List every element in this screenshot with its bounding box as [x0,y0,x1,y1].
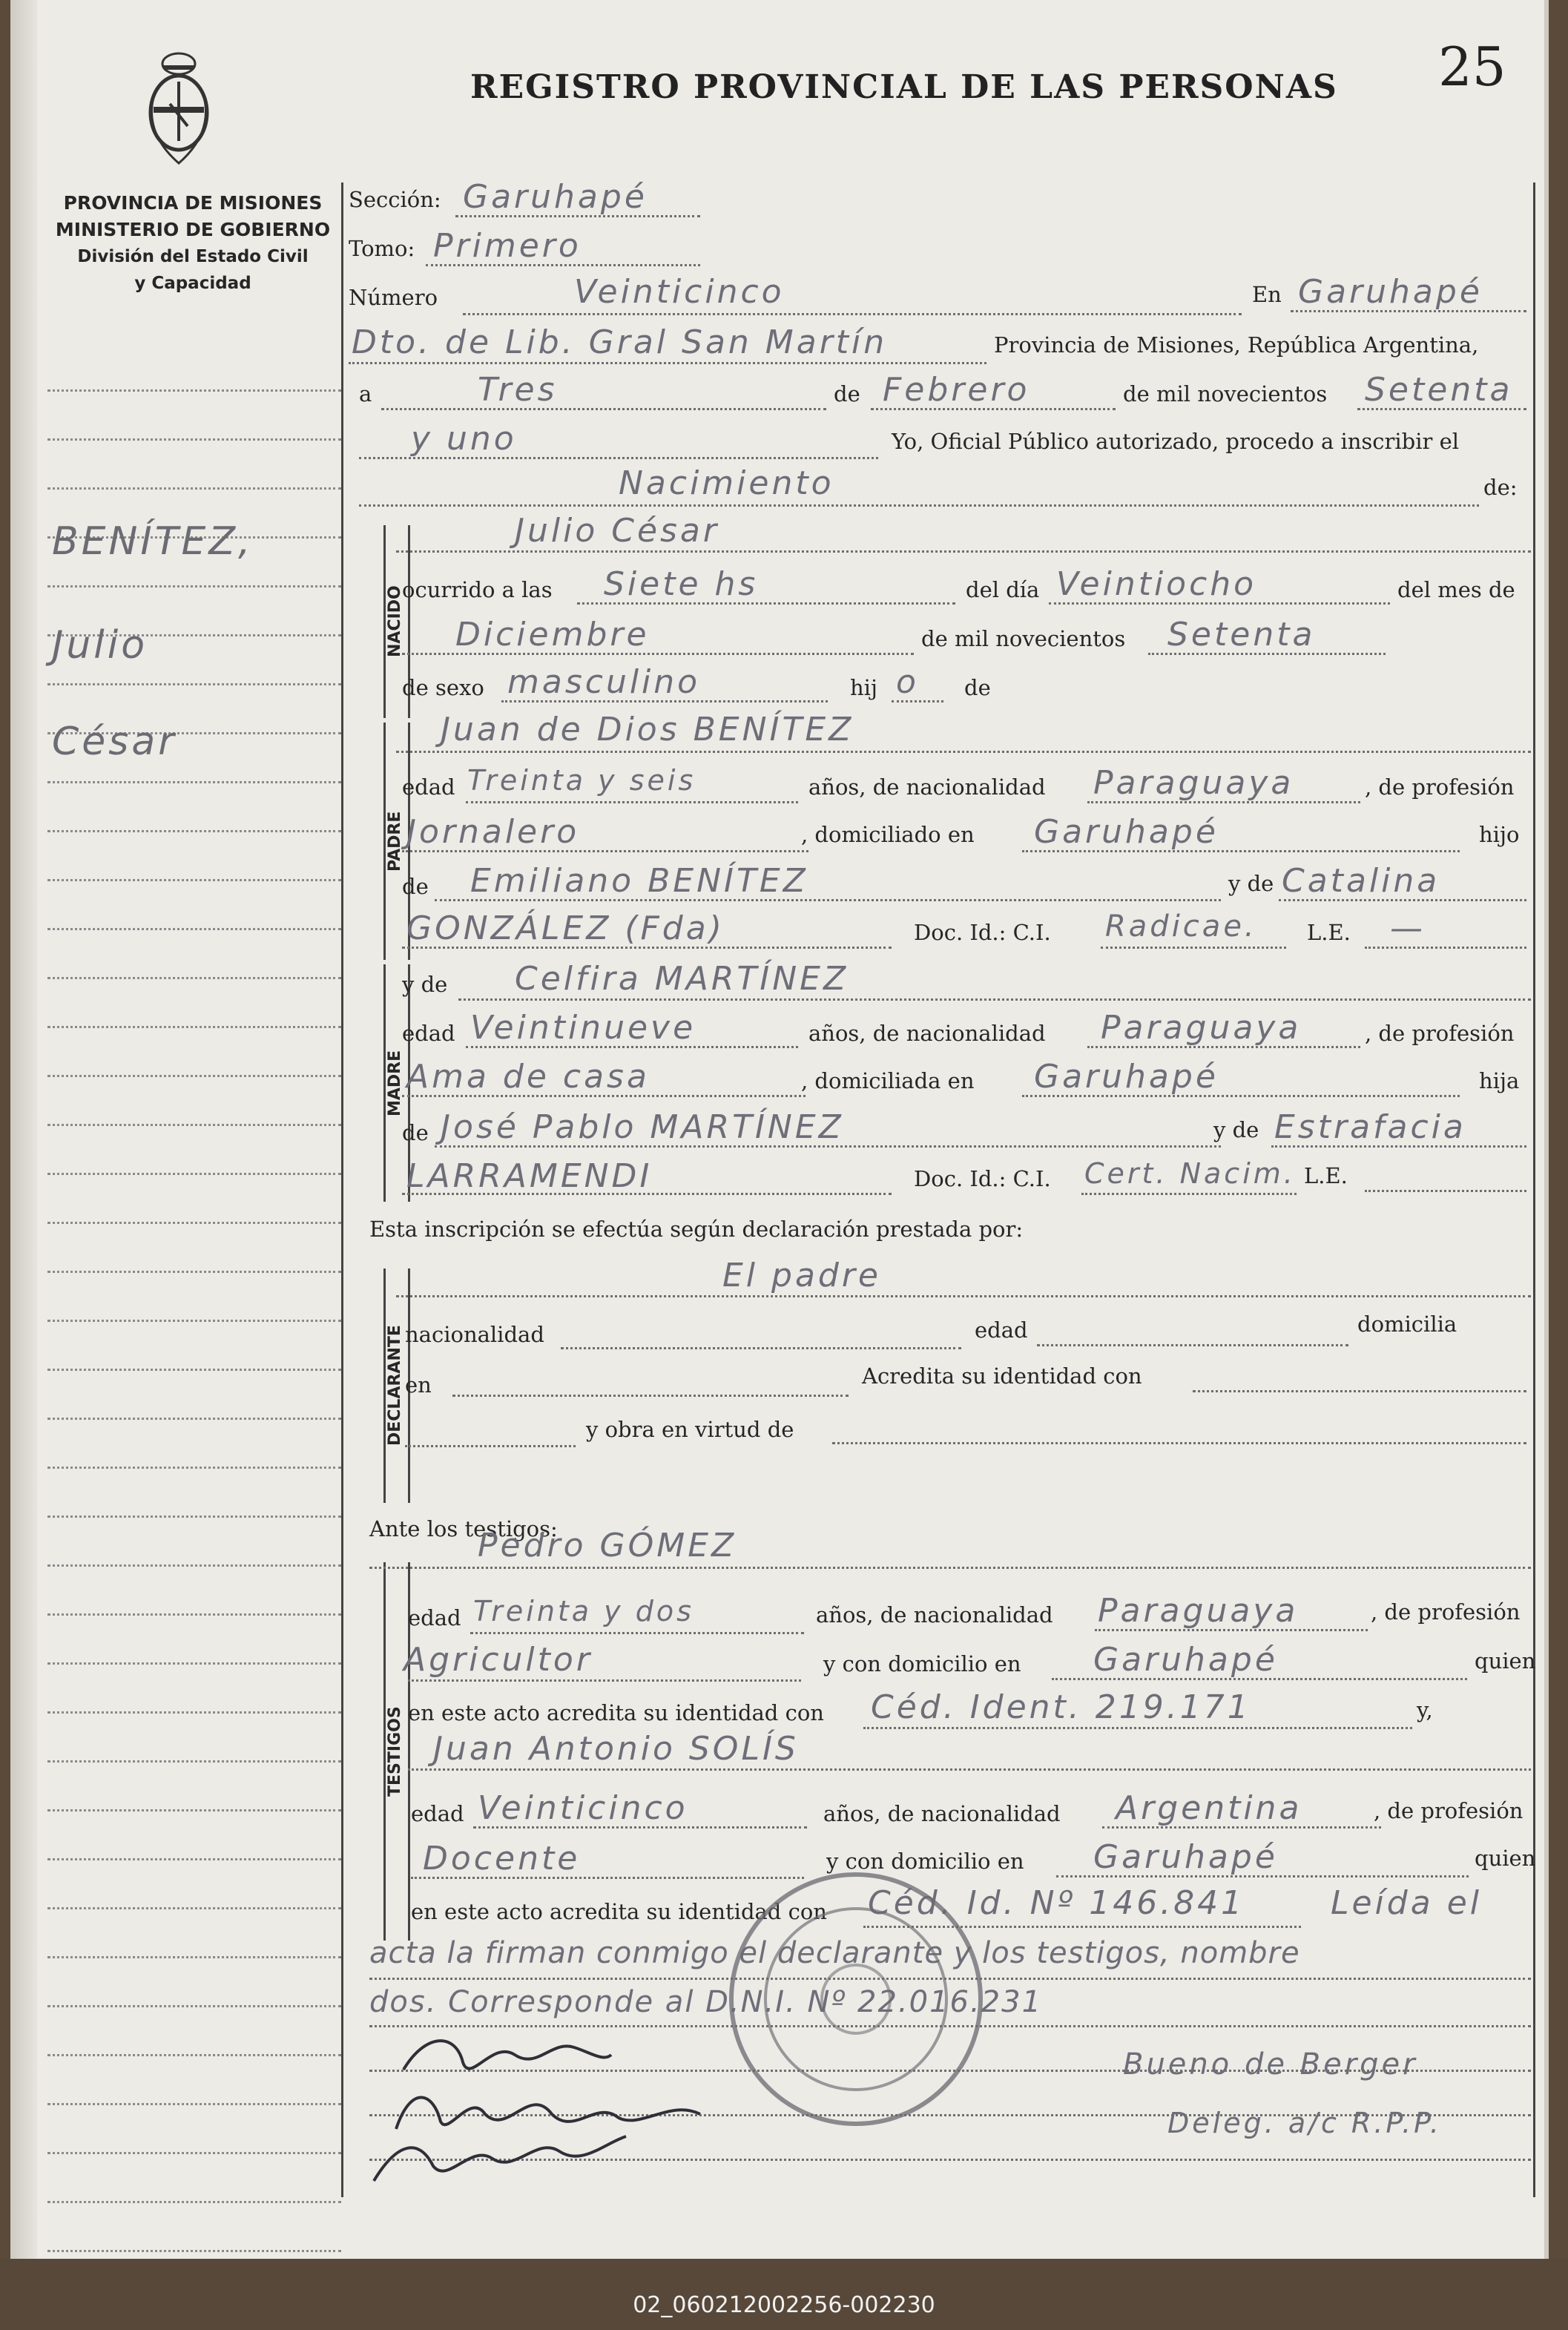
acredita-label: Acredita su identidad con [862,1363,1142,1389]
madre-le-label: L.E. [1304,1163,1348,1188]
del-mes-label: del mes de [1397,577,1515,602]
dia-value: Tres [478,371,558,409]
madre-ci-line [1081,1193,1297,1195]
t1-doc-value: Céd. Ident. 219.171 [871,1688,1251,1726]
padre-prof-label: , de profesión [1365,774,1515,800]
madre-prof-label: , de profesión [1365,1021,1515,1046]
t1-dom-value: Garuhapé [1093,1641,1278,1679]
official-stamp-icon [722,1866,989,2133]
dto-value: Dto. de Lib. Gral San Martín [352,323,888,361]
edad-decl-line [1037,1344,1348,1346]
hij-label: hij [850,675,877,700]
t2-quien-label: quien [1475,1846,1536,1871]
sexo-value: masculino [507,663,701,701]
t2-domicilio-label: y con domicilio en [826,1849,1024,1874]
dto-line [349,362,986,364]
en-decl-line [452,1395,849,1397]
ministry-name: MINISTERIO DE GOBIERNO [55,219,331,240]
t1-doc-line [863,1727,1412,1729]
mes-nac-value: Diciembre [455,616,650,654]
madre-nac-label: años, de nacionalidad [808,1021,1046,1046]
madre-madre1-value: Estrafacia [1274,1108,1466,1146]
oficial-signature: Bueno de Berger [1123,2047,1418,2081]
de-hijo-label: de [964,675,991,700]
testigo1-value: Pedro GÓMEZ [478,1527,737,1564]
madre-doc-label: Doc. Id.: C.I. [914,1166,1051,1191]
division-line-2: y Capacidad [134,274,251,293]
binding-spine [10,0,37,2259]
domiciliado-label: , domiciliado en [801,822,975,847]
tomo-label: Tomo: [349,236,415,261]
padre-de-label: de [402,874,429,899]
padre-le-value: — [1390,909,1426,947]
t2-prof-label: , de profesión [1374,1798,1523,1823]
oficial-cargo: Deleg. a/c R.P.P. [1167,2107,1442,2139]
hijo-label: hijo [1479,822,1520,847]
ministry-header [37,190,349,297]
t2-doc-value: Céd. Id. Nº 146.841 [868,1884,1245,1922]
padre-title: PADRE [386,811,404,872]
padre-madre2-value: GONZÁLEZ (Fda) [406,909,725,947]
madre-edad-label: edad [402,1021,455,1046]
t1-edad-line [470,1632,804,1634]
seccion-label: Sección: [349,187,441,212]
padre-nombre-value: Juan de Dios BENÍTEZ [441,711,854,748]
t2-dom-value: Garuhapé [1093,1838,1278,1876]
t1-domicilio-label: y con domicilio en [823,1651,1021,1676]
signature-testigo2-icon [366,2122,633,2188]
testigo2-value: Juan Antonio SOLÍS [433,1730,799,1768]
nombre-value: Julio César [515,512,719,550]
padre-nombre-line [396,751,1531,753]
padre-edad-label: edad [402,774,455,800]
madre-ci-value: Cert. Nacim. [1084,1157,1296,1190]
t1-prof-value: Agricultor [403,1641,593,1679]
margin-surname: BENÍTEZ, [52,519,254,564]
testigo2-line [408,1768,1531,1771]
dia-nac-value: Veintiocho [1056,565,1257,603]
padre-le-line [1365,947,1526,949]
mil-nov-label: de mil novecientos [921,626,1126,651]
closing-text-2: dos. Corresponde al D.N.I. Nº 22.016.231 [369,1985,1043,2019]
madre-edad-value: Veintinueve [470,1009,696,1047]
testigos-title: TESTIGOS [386,1706,404,1797]
nacido-title: NACIDO [386,585,404,658]
sexo-label: de sexo [402,675,484,700]
padre-edad-value: Treinta y seis [467,764,696,797]
a-label: a [359,381,372,407]
t1-acredita-label: en este acto acredita su identidad con [408,1700,824,1725]
madre-madre2-value: LARRAMENDI [406,1157,653,1195]
division-line-1: División del Estado Civil [77,247,309,266]
ante-label: Ante los testigos: [369,1516,558,1541]
padre-nac-label: años, de nacionalidad [808,774,1046,800]
anio-nac-value: Setenta [1167,616,1316,654]
t2-nac-value: Argentina [1116,1789,1302,1827]
document-page [10,0,1549,2259]
madre-nombre-line [458,998,1531,1001]
t2-edad-value: Veinticinco [478,1789,688,1827]
tomo-value: Primero [433,227,582,265]
padre-y-de-label: y de [1228,871,1274,896]
numero-value: Veinticinco [574,273,785,311]
en-decl-label: en [405,1372,432,1398]
t1-nac-value: Paraguaya [1098,1592,1299,1630]
numero-label: Número [349,285,438,310]
hij-suffix-value: o [896,663,919,701]
nacionalidad-line [561,1347,961,1349]
madre-y-de-label: y de [402,972,448,997]
page-number: 25 [1438,36,1506,98]
del-dia-label: del día [966,577,1040,602]
numero-line [463,313,1242,315]
obra-label: y obra en virtud de [586,1417,794,1442]
declarante-title: DECLARANTE [386,1325,404,1447]
en-value: Garuhapé [1298,273,1483,311]
margin-second-name: César [52,720,177,764]
acredita-line [1193,1390,1526,1392]
image-id-label: 02_060212002256-002230 [633,2292,935,2318]
padre-padre-value: Emiliano BENÍTEZ [470,862,808,900]
madre-padre-value: José Pablo MARTÍNEZ [441,1108,844,1146]
t1-y-label: y, [1417,1697,1433,1722]
madre-madre-y-de-label: y de [1213,1117,1259,1142]
t1-prof-label: , de profesión [1371,1599,1521,1625]
t2-nac-label: años, de nacionalidad [823,1801,1061,1826]
padre-edad-line [466,801,798,803]
madre-nombre-value: Celfira MARTÍNEZ [515,960,849,998]
edad-decl-label: edad [975,1317,1028,1343]
acto-line [359,504,1479,507]
padre-dom-value: Garuhapé [1034,813,1219,851]
hora-value: Siete hs [604,565,759,603]
de-colon-label: de: [1483,475,1518,500]
madre-le-line [1365,1190,1526,1192]
mes-value: Febrero [883,371,1030,409]
t1-quien-label: quien [1475,1648,1536,1674]
padre-ci-line [1101,947,1286,949]
obra-pre-line [405,1445,576,1447]
dia-line [381,408,826,410]
t1-nac-label: años, de nacionalidad [816,1602,1053,1628]
de-mil-label: de mil novecientos [1123,381,1328,407]
margin-first-name: Julio [52,623,148,668]
t2-edad-label: edad [411,1801,464,1826]
inscripcion-label: Esta inscripción se efectúa según declaración prestada por: [369,1217,1024,1242]
de-label: de [834,381,860,407]
padre-doc-label: Doc. Id.: C.I. [914,920,1051,945]
yo-label: Yo, Oficial Público autorizado, procedo a inscribir el [892,429,1460,454]
anio-value: Setenta [1365,371,1513,409]
padre-madre1-value: Catalina [1282,862,1440,900]
padre-le-label: L.E. [1307,920,1351,945]
padre-ci-value: Radicae. [1105,909,1257,944]
argentina-coat-of-arms-icon [140,52,217,171]
t2-acredita-label: en este acto acredita su identidad con [411,1899,827,1924]
t1-edad-label: edad [408,1605,461,1630]
anio2-value: y uno [411,420,517,458]
acto-value: Nacimiento [619,464,834,502]
t1-prof-line [408,1679,801,1682]
obra-line [832,1442,1526,1444]
testigo1-line [369,1567,1531,1569]
madre-title: MADRE [386,1050,404,1116]
madre-de-label: de [402,1120,429,1145]
nombre-line [396,550,1531,553]
page-title: REGISTRO PROVINCIAL DE LAS PERSONAS [470,68,1338,106]
seccion-value: Garuhapé [463,178,648,216]
madre-dom-value: Garuhapé [1034,1058,1219,1096]
madre-nac-value: Paraguaya [1101,1009,1302,1047]
t1-edad-value: Treinta y dos [473,1595,694,1628]
padre-nac-value: Paraguaya [1093,764,1294,802]
declarante-value: El padre [722,1257,881,1294]
en-label: En [1252,282,1282,307]
t2-prof-value: Docente [423,1840,581,1878]
provincia-label: Provincia de Misiones, República Argentina, [994,332,1479,358]
domiciliada-label: , domiciliada en [801,1068,975,1093]
domicilia-label: domicilia [1357,1312,1457,1337]
nacionalidad-label: nacionalidad [405,1322,544,1347]
closing-text-1: acta la firman conmigo el declarante y los testigos, nombre [369,1936,1300,1970]
padre-prof-value: Jornalero [406,813,580,851]
madre-prof-value: Ama de casa [406,1058,650,1096]
hija-label: hija [1479,1068,1520,1093]
province-name: PROVINCIA DE MISIONES [63,192,323,214]
leida-value: Leída el [1331,1884,1482,1922]
ocurrido-label: ocurrido a las [402,577,553,602]
declarante-line [396,1295,1531,1297]
